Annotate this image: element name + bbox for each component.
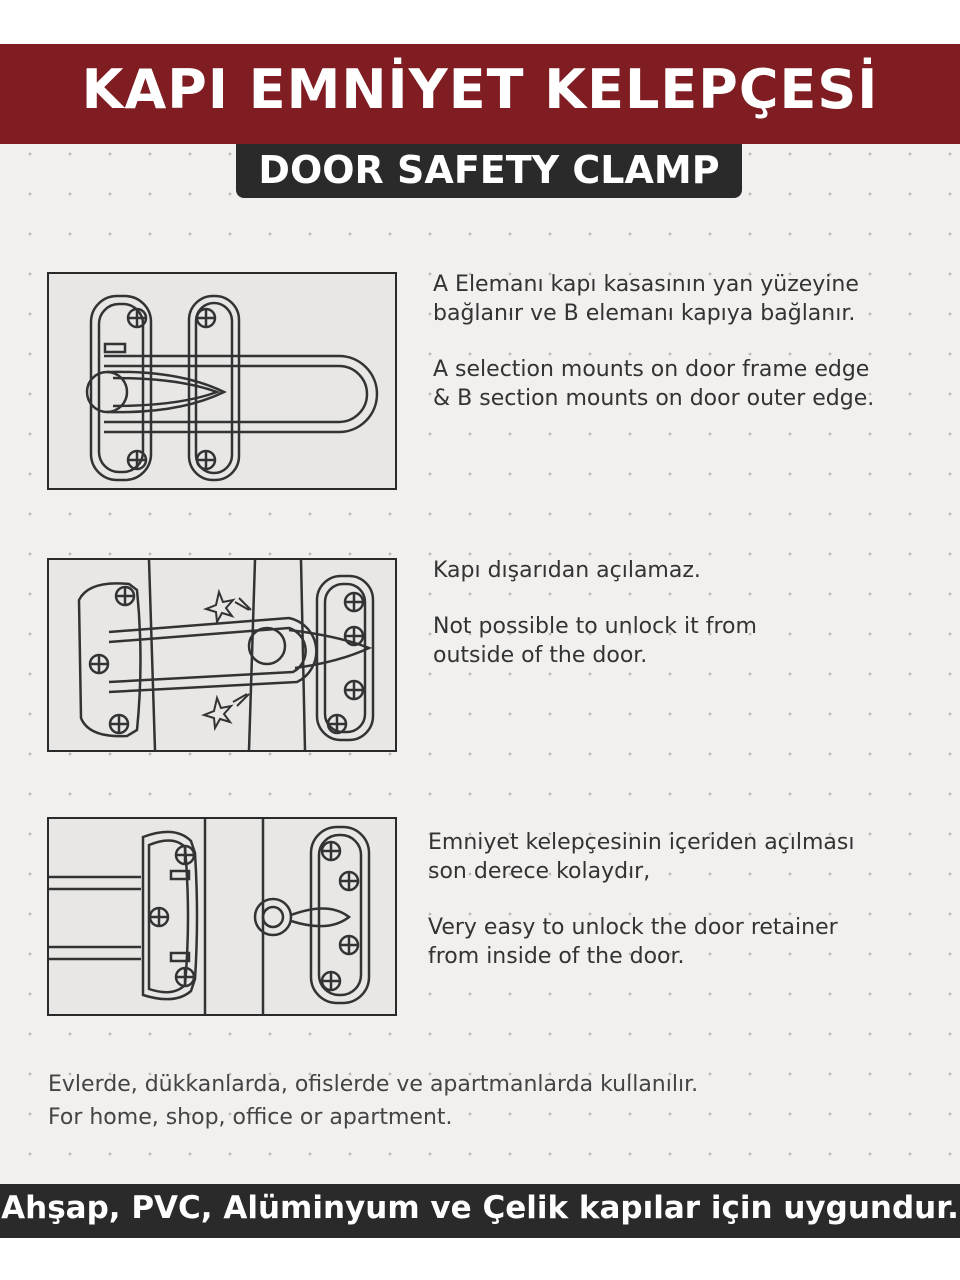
section-2-tr: Kapı dışarıdan açılamaz. — [433, 558, 701, 583]
section-3-tr: Emniyet kelepçesinin içeriden açılması son derece kolaydır, — [428, 830, 855, 884]
section-1-tr: A Elemanı kapı kasasının yan yüzeyine bağlanır ve B elemanı kapıya bağlanır. — [433, 272, 859, 326]
section-3-en: Very easy to unlock the door retainer from inside of the door. — [428, 915, 838, 969]
footer-text: Ahşap, PVC, Alüminyum ve Çelik kapılar için uygundur. — [1, 1190, 959, 1226]
title-english: DOOR SAFETY CLAMP — [258, 148, 720, 192]
usage-tr: Evlerde, dükkanlarda, ofislerde ve apartmanlarda kullanılır. — [48, 1072, 699, 1097]
header-band — [0, 44, 960, 144]
usage-en: For home, shop, office or apartment. — [48, 1105, 453, 1130]
section-2-en: Not possible to unlock it from outside of the door. — [433, 614, 757, 668]
clamp-inside-illustration — [49, 819, 395, 1014]
section-1-en: A selection mounts on door frame edge & B section mounts on door outer edge. — [433, 357, 875, 411]
section-2-text — [433, 556, 757, 697]
clamp-mounted-illustration — [49, 274, 395, 488]
section-1-text — [433, 270, 874, 440]
figure-inside — [47, 817, 397, 1016]
product-card — [0, 44, 960, 1238]
footer-band — [0, 1184, 960, 1238]
title-english-box — [236, 144, 742, 198]
figure-outside — [47, 558, 397, 752]
section-3-text — [428, 828, 855, 998]
clamp-outside-illustration — [49, 560, 395, 750]
figure-mounting — [47, 272, 397, 490]
usage-text — [48, 1068, 698, 1134]
title-turkish: KAPI EMNİYET KELEPÇESİ — [81, 58, 879, 121]
